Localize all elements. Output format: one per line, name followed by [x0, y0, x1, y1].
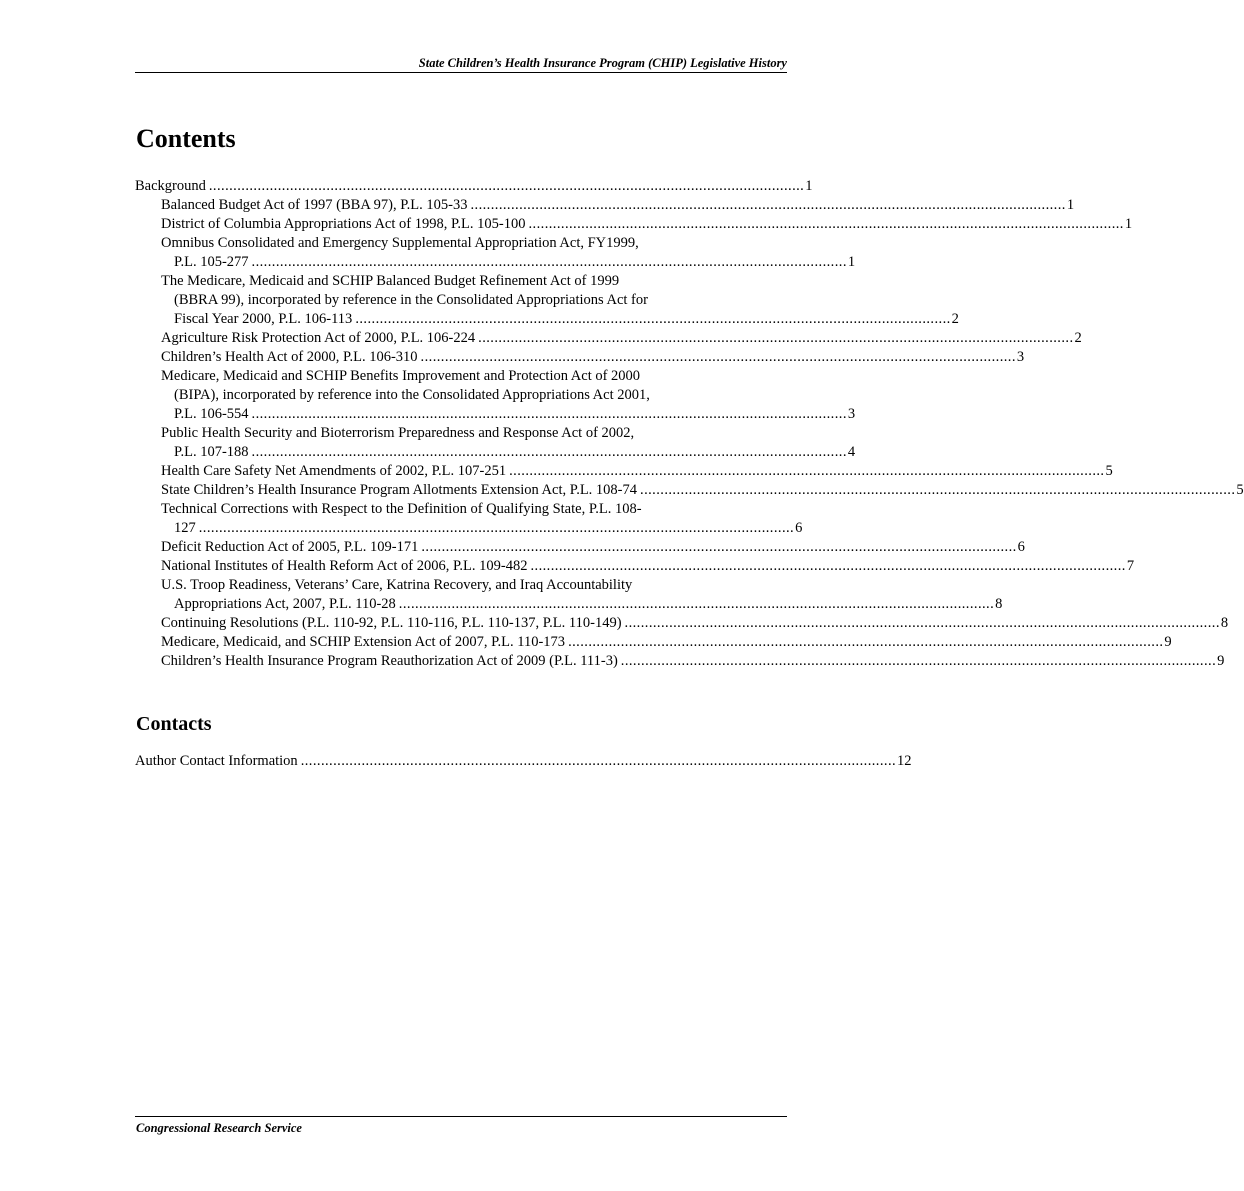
toc-entry[interactable] [135, 614, 1229, 633]
toc-entry-line: P.L. 105-277 [174, 254, 249, 270]
toc-entry-line: Medicare, Medicaid and SCHIP Benefits Improvement and Protection Act of 2000 [161, 368, 641, 384]
toc-entry-title [161, 538, 1025, 557]
dot-leader [421, 538, 1014, 557]
dot-leader [509, 462, 1102, 481]
toc-page-number: 8 [1220, 615, 1229, 631]
toc-entry[interactable] [135, 234, 856, 272]
toc-entry-title [161, 348, 1024, 367]
dot-leader [252, 406, 845, 422]
toc-entry[interactable] [135, 177, 813, 196]
toc-entry-line: The Medicare, Medicaid and SCHIP Balanced Budget Refinement Act of 1999 [161, 273, 620, 289]
toc-page-number: 5 [1236, 482, 1244, 498]
toc-entry-title [161, 196, 1074, 215]
toc-entry-title [161, 481, 1244, 500]
toc-entry[interactable] [135, 538, 1025, 557]
toc-page-number: 9 [1164, 634, 1172, 650]
toc-page-number: 12 [897, 753, 912, 769]
running-header: State Children’s Health Insurance Program (CHIP) Legislative History [418, 56, 787, 70]
toc-entry[interactable] [135, 481, 1244, 500]
toc-page-number: 2 [951, 311, 959, 327]
toc-entry-line: Children’s Health Insurance Program Reauthorization Act of 2009 (P.L. 111-3) [161, 653, 618, 669]
toc-entry-line: Fiscal Year 2000, P.L. 106-113 [174, 311, 353, 327]
toc-entry[interactable] [135, 557, 1135, 576]
dot-leader [301, 752, 894, 771]
toc-entry-line: Deficit Reduction Act of 2005, P.L. 109-171 [161, 539, 419, 555]
toc-entry[interactable] [135, 752, 912, 771]
toc-page-number: 7 [1126, 558, 1135, 574]
contacts-heading: Contacts [136, 713, 212, 735]
dot-leader [470, 196, 1063, 215]
toc-page-number: 9 [1217, 653, 1225, 669]
toc-entry[interactable] [135, 462, 1113, 481]
toc-page-number: 1 [805, 178, 813, 194]
toc-entry[interactable] [135, 652, 1225, 671]
toc-entry-title [135, 177, 812, 196]
toc-entry-line: P.L. 107-188 [174, 444, 249, 460]
toc-entry-line: Balanced Budget Act of 1997 (BBA 97), P.L. 105-33 [161, 197, 468, 213]
toc-entry-title [161, 614, 1228, 633]
toc-entry-line: Appropriations Act, 2007, P.L. 110-28 [174, 596, 396, 612]
toc-entry[interactable] [135, 272, 959, 329]
toc-entry-title [135, 752, 912, 771]
toc-entry-title [161, 576, 1002, 614]
toc-entry-line: (BBRA 99), incorporated by reference in the Consolidated Appropriations Act for [174, 292, 648, 308]
toc-entry[interactable] [135, 215, 1133, 234]
toc-entry-line: Author Contact Information [135, 753, 298, 769]
contents-heading: Contents [136, 124, 236, 153]
toc-page-number: 4 [847, 444, 856, 460]
header-rule [135, 72, 787, 73]
toc-entry[interactable] [135, 500, 803, 538]
toc-entry-line: (BIPA), incorporated by reference into the Consolidated Appropriations Act 2001, [174, 387, 650, 403]
dot-leader [399, 596, 992, 612]
toc-entry[interactable] [135, 196, 1075, 215]
toc-page-number: 6 [1017, 539, 1025, 555]
dot-leader [625, 614, 1218, 633]
toc-page-number: 1 [1066, 197, 1075, 213]
dot-leader [355, 311, 948, 327]
dot-leader [640, 481, 1233, 500]
toc-entry-title [161, 633, 1172, 652]
toc-entry-title [161, 652, 1224, 671]
toc-entry-line: Background [135, 178, 206, 194]
toc-entry-line: Technical Corrections with Respect to the Definition of Qualifying State, P.L. 108- [161, 501, 642, 517]
toc-entry[interactable] [135, 633, 1172, 652]
toc-entry-title [161, 234, 855, 272]
dot-leader [421, 348, 1014, 367]
dot-leader [529, 215, 1122, 234]
toc-entry[interactable] [135, 348, 1025, 367]
toc-entry-line: District of Columbia Appropriations Act of 1998, P.L. 105-100 [161, 216, 526, 232]
toc-entry-line: U.S. Troop Readiness, Veterans’ Care, Katrina Recovery, and Iraq Accountability [161, 577, 633, 593]
toc-page-number: 2 [1074, 330, 1082, 346]
toc-entry-title [161, 557, 1134, 576]
toc-page-number: 8 [995, 596, 1003, 612]
footer-rule [135, 1116, 787, 1117]
dot-leader [209, 177, 802, 196]
toc-entry-line: Public Health Security and Bioterrorism Preparedness and Response Act of 2002, [161, 425, 635, 441]
toc-entry-title [161, 215, 1132, 234]
toc-entry-line: State Children’s Health Insurance Program Allotments Extension Act, P.L. 108-74 [161, 482, 638, 498]
toc-entry-title [161, 424, 855, 462]
toc-entry-line: Agriculture Risk Protection Act of 2000, P.L. 106-224 [161, 330, 476, 346]
dot-leader [199, 520, 792, 536]
toc-entry[interactable] [135, 329, 1082, 348]
toc-entry-title [161, 367, 855, 424]
toc-entry-line: 127 [174, 520, 196, 536]
toc-entry-title [161, 500, 802, 538]
toc-page-number: 3 [1016, 349, 1025, 365]
toc-entry-line: P.L. 106-554 [174, 406, 249, 422]
toc-entry-title [161, 329, 1082, 348]
contents-list [135, 177, 1244, 671]
toc-entry-line: National Institutes of Health Reform Act of 2006, P.L. 109-482 [161, 558, 528, 574]
toc-page-number: 6 [795, 520, 803, 536]
toc-entry-line: Children’s Health Act of 2000, P.L. 106-310 [161, 349, 418, 365]
toc-entry-line: Continuing Resolutions (P.L. 110-92, P.L. 110-116, P.L. 110-137, P.L. 110-149) [161, 615, 622, 631]
dot-leader [252, 444, 845, 460]
dot-leader [530, 557, 1123, 576]
contacts-list [135, 752, 912, 771]
toc-page-number: 1 [847, 254, 856, 270]
dot-leader [252, 254, 845, 270]
dot-leader [568, 633, 1161, 652]
dot-leader [621, 652, 1214, 671]
toc-entry-line: Omnibus Consolidated and Emergency Supplemental Appropriation Act, FY1999, [161, 235, 639, 251]
toc-entry[interactable] [135, 367, 856, 424]
toc-page-number: 1 [1124, 216, 1133, 232]
toc-entry-title [161, 462, 1113, 481]
toc-page-number: 5 [1105, 463, 1113, 479]
toc-entry[interactable] [135, 424, 856, 462]
toc-entry-line: Health Care Safety Net Amendments of 2002, P.L. 107-251 [161, 463, 507, 479]
toc-entry-line: Medicare, Medicaid, and SCHIP Extension Act of 2007, P.L. 110-173 [161, 634, 566, 650]
footer-text: Congressional Research Service [136, 1121, 302, 1135]
dot-leader [478, 329, 1071, 348]
toc-entry-title [161, 272, 959, 329]
toc-entry[interactable] [135, 576, 1003, 614]
toc-page-number: 3 [847, 406, 856, 422]
